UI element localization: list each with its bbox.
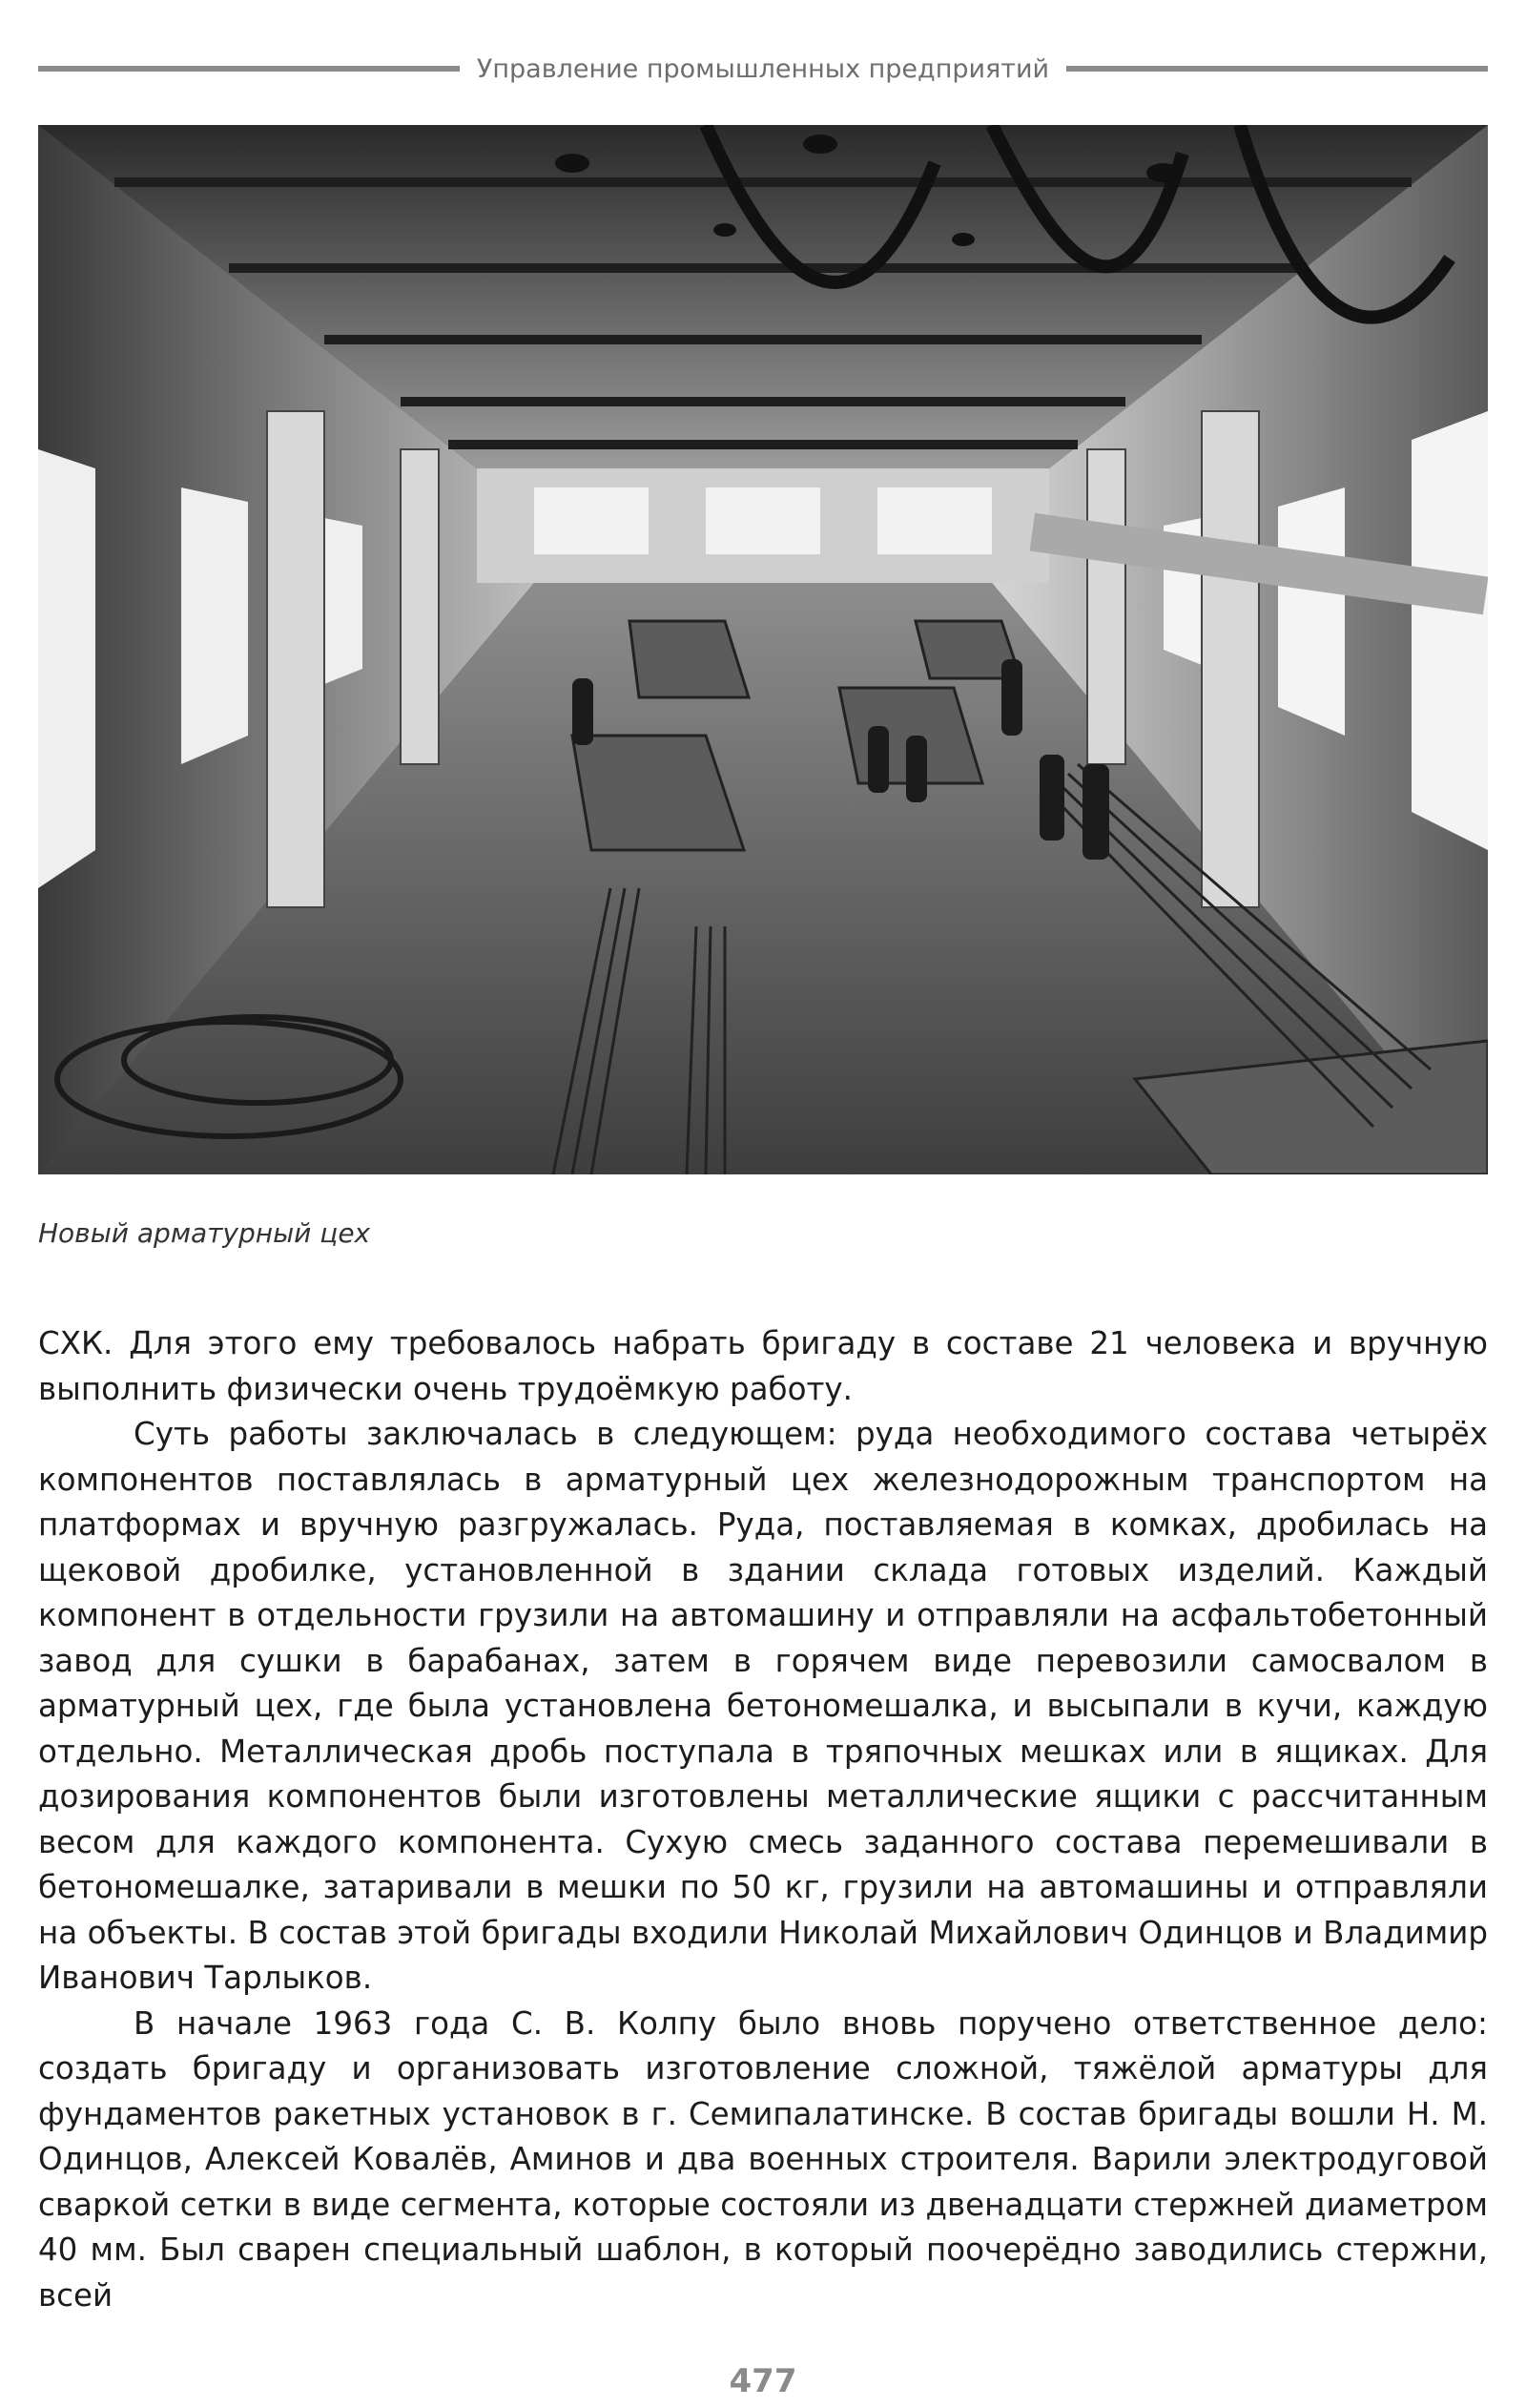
page-number: 477 — [729, 2362, 797, 2400]
running-header — [38, 50, 1488, 88]
paragraph: СХК. Для этого ему требовалось набрать бригаду в составе 21 человека и вручную выполнить физически очень трудоёмкую работу. — [38, 1325, 1488, 1407]
workshop-photo-illustration — [38, 125, 1488, 1174]
figure-caption: Новый арматурный цех — [38, 1217, 371, 1249]
workshop-photo — [38, 125, 1488, 1174]
body-text — [38, 1321, 1488, 2318]
paragraph: В начале 1963 года С. В. Колпу было вновь поручено ответственное дело: создать бригаду и организовать изготовление сложной, тяжёлой арматуры для фундаментов ракетных установок в г. Семипалатинске. В состав бригады вошли Н. М. Одинцов, Алексей Ковалёв, Аминов и два военных строителя. Варили электродуговой сваркой сетки в виде сегмента, которые состояли из двенадцати стержней диаметром 40 мм. Был сварен специальный шаблон, в который поочерёдно заводились стержни, всей — [38, 2004, 1488, 2314]
header-title: Управление промышленных предприятий — [476, 53, 1050, 84]
paragraph: Суть работы заключалась в следующем: руда необходимого состава четырёх компонентов поставлялась в арматурный цех железнодорожным транспортом на платформах и вручную разгружалась. Руда, поставляемая в комках, дробилась на щековой дробилке, установленной в здании склада готовых изделий. Каждый компонент в отдельности грузили на автомашину и отправляли на асфальтобетонный завод для сушки в барабанах, затем в горячем виде перевозили самосвалом в арматурный цех, где была установлена бетономешалка, и высыпали в кучи, каждую отдельно. Металлическая дробь поступала в тряпочных мешках или в ящиках. Для дозирования компонентов были изготовлены металлические ящики с рассчитанным весом для каждого компонента. Сухую смесь заданного состава перемешивали в бетономешалке, затаривали в мешки по 50 кг, грузили на автомашины и отправляли на объекты. В состав этой бригады входили Николай Михайлович Одинцов и Владимир Иванович Тарлыков. — [38, 1416, 1488, 1996]
header-rule-left — [38, 66, 460, 72]
header-rule-right — [1066, 66, 1488, 72]
